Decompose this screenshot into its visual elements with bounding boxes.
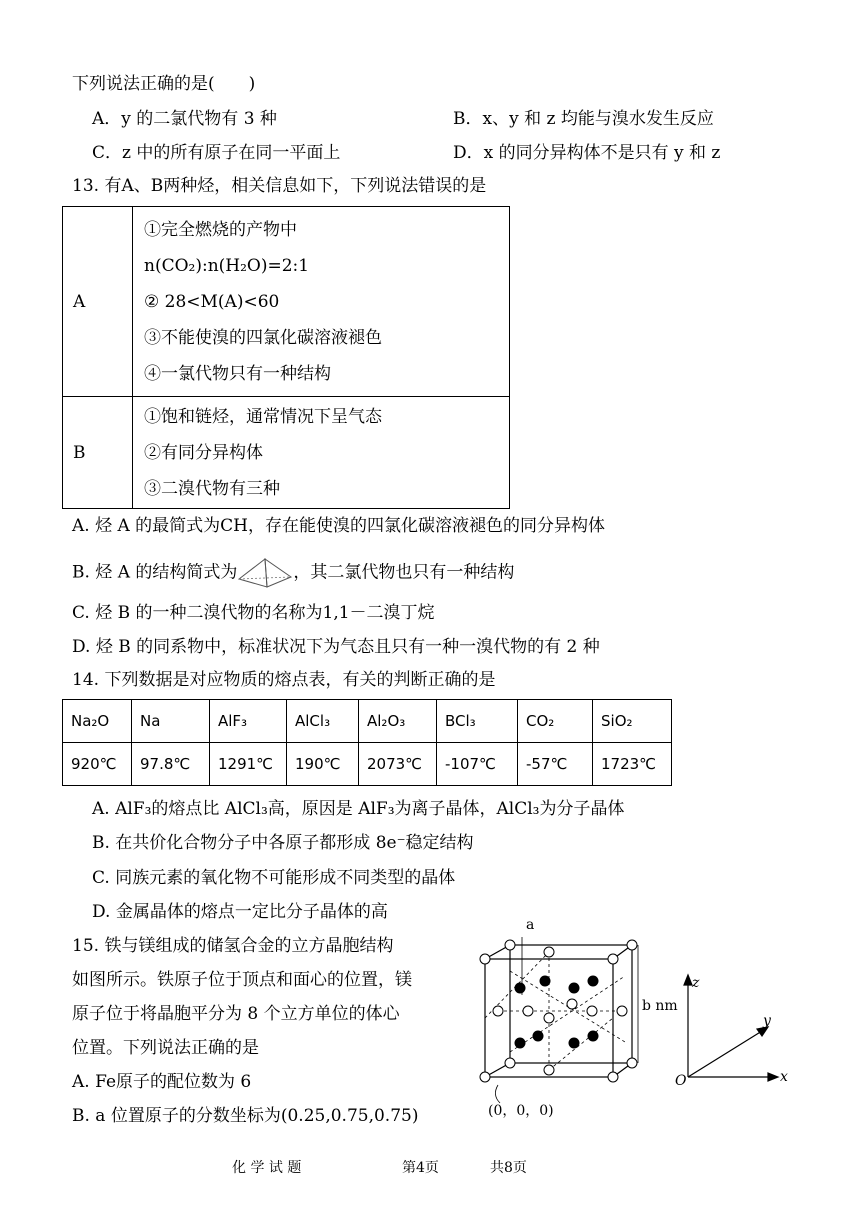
position-a-label: a: [526, 917, 535, 933]
hydrocarbon-b-conditions: [133, 397, 510, 509]
header-sio2: SiO₂: [593, 700, 672, 743]
value-bcl3: -107℃: [437, 743, 518, 786]
header-na: Na: [132, 700, 210, 743]
header-co2: CO₂: [518, 700, 593, 743]
header-na2o: Na₂O: [63, 700, 132, 743]
q13-stem: 13. 有A、B两种烃，相关信息如下，下列说法错误的是: [72, 176, 487, 196]
hydrocarbon-a-conditions: [133, 207, 510, 397]
value-alf3: 1291℃: [210, 743, 287, 786]
melting-point-table: [62, 699, 672, 786]
y-axis-label: y: [763, 1013, 771, 1029]
a-condition-2: ② 28<M(A)<60: [144, 291, 280, 312]
footer-page: 第4页: [402, 1160, 439, 1176]
q15-stem-line3: 原子位于将晶胞平分为 8 个立方单位的体心: [72, 1004, 400, 1024]
header-al2o3: Al₂O₃: [359, 700, 437, 743]
q14-option-d: D. 金属晶体的熔点一定比分子晶体的高: [92, 902, 388, 922]
value-na2o: 920℃: [63, 743, 132, 786]
q13-option-d: D. 烃 B 的同系物中，标准状况下为气态且只有一种一溴代物的有 2 种: [72, 637, 600, 657]
b-condition-2: ②有同分异构体: [144, 442, 263, 463]
q14-option-a: A. AlF₃的熔点比 AlCl₃高，原因是 AlF₃为离子晶体，AlCl₃为分子晶体: [92, 799, 625, 819]
hydrocarbon-a-label: A: [63, 207, 133, 397]
q14-option-c: C. 同族元素的氧化物不可能形成不同类型的晶体: [92, 868, 456, 888]
header-alcl3: AlCl₃: [287, 700, 359, 743]
x-axis-label: x: [780, 1069, 788, 1085]
q13-option-b-pre: B. 烃 A 的结构简式为: [72, 562, 238, 583]
b-condition-1: ①饱和链烃，通常情况下呈气态: [144, 406, 382, 427]
b-condition-3: ③二溴代物有三种: [144, 478, 280, 499]
footer-subject: 化 学 试 题: [232, 1160, 302, 1176]
q15-option-b: B. a 位置原子的分数坐标为(0.25,0.75,0.75): [72, 1106, 419, 1126]
q13-option-b: [72, 557, 514, 589]
q15-stem-line1: 15. 铁与镁组成的储氢合金的立方晶胞结构: [72, 936, 394, 956]
origin-o-label: O: [675, 1073, 687, 1089]
q14-option-b: B. 在共价化合物分子中各原子都形成 8e⁻稳定结构: [92, 833, 474, 853]
table-row: [63, 700, 672, 743]
edge-length-label: b nm: [642, 998, 678, 1014]
value-alcl3: 190℃: [287, 743, 359, 786]
hydrocarbon-b-label: B: [63, 397, 133, 509]
value-sio2: 1723℃: [593, 743, 672, 786]
q13-info-table: [62, 206, 510, 509]
q15-stem-line2: 如图所示。铁原子位于顶点和面心的位置，镁: [72, 970, 412, 990]
crystal-cell-figure: [470, 915, 800, 1125]
a-condition-1: ①完全燃烧的产物中: [144, 219, 297, 240]
q15-stem-line4: 位置。下列说法正确的是: [72, 1038, 259, 1058]
table-row: [63, 743, 672, 786]
q12-stem: 下列说法正确的是( ): [72, 74, 256, 94]
q12-option-c: C．z 中的所有原子在同一平面上: [92, 143, 341, 163]
value-na: 97.8℃: [132, 743, 210, 786]
a-condition-ratio: n(CO₂):n(H₂O)=2:1: [144, 255, 310, 276]
value-al2o3: 2073℃: [359, 743, 437, 786]
header-alf3: AlF₃: [210, 700, 287, 743]
q12-option-b: B．x、y 和 z 均能与溴水发生反应: [453, 109, 714, 129]
origin-coordinate-label: (0，0，0): [488, 1103, 554, 1119]
header-bcl3: BCl₃: [437, 700, 518, 743]
q12-option-d: D．x 的同分异构体不是只有 y 和 z: [453, 143, 721, 163]
q13-option-b-post: ，其二氯代物也只有一种结构: [293, 562, 515, 583]
q14-stem: 14. 下列数据是对应物质的熔点表，有关的判断正确的是: [72, 670, 496, 690]
a-condition-3: ③不能使溴的四氯化碳溶液褪色: [144, 327, 382, 348]
q15-option-a: A. Fe原子的配位数为 6: [72, 1072, 252, 1092]
tetrahedron-structure-icon: [237, 557, 293, 589]
z-axis-label: z: [692, 975, 700, 991]
q13-option-c: C. 烃 B 的一种二溴代物的名称为1,1－二溴丁烷: [72, 603, 435, 623]
footer-total: 共8页: [490, 1160, 527, 1176]
value-co2: -57℃: [518, 743, 593, 786]
q13-option-a: A. 烃 A 的最简式为CH，存在能使溴的四氯化碳溶液褪色的同分异构体: [72, 516, 606, 536]
q12-option-a: A．y 的二氯代物有 3 种: [92, 109, 277, 129]
a-condition-4: ④一氯代物只有一种结构: [144, 363, 331, 384]
